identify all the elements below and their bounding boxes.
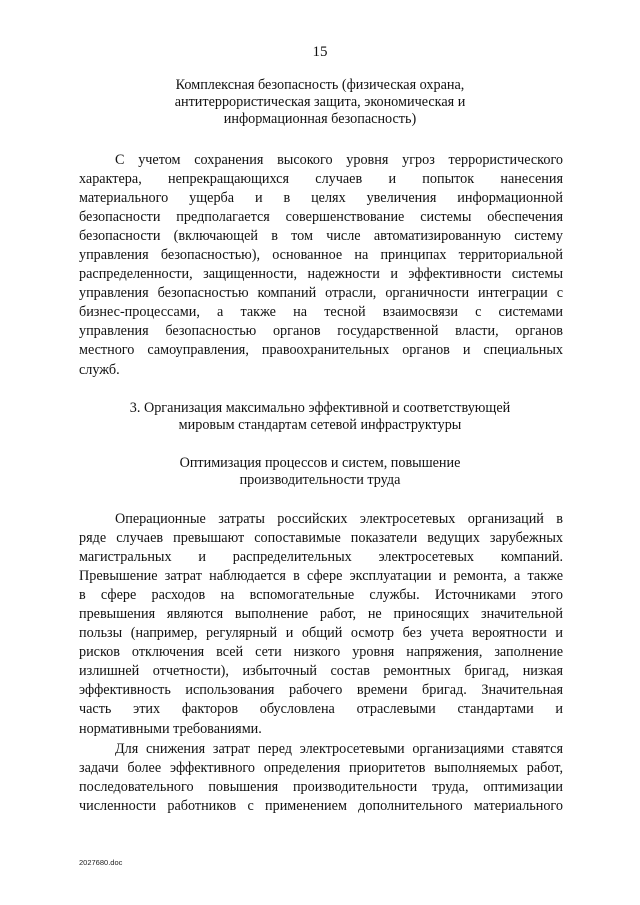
- text-line: рисков отключения всей сети низкого уровня напряжения, заполнение: [79, 644, 563, 661]
- text-line: распределенности, защищенности, надежности и эффективности системы: [79, 266, 563, 283]
- paragraph-security: [79, 151, 563, 380]
- heading-line: антитеррористическая защита, экономическая и: [174, 94, 466, 110]
- text-line: управления безопасностью компаний отрасли, органичности интеграции с: [79, 285, 563, 302]
- text-line: безопасности предполагается совершенствование системы обеспечения: [79, 209, 563, 226]
- text-line: бизнес-процессами, а также на тесной взаимосвязи с системами: [79, 304, 563, 321]
- text-line: ряде случаев превышают сопоставимые показатели ведущих зарубежных: [79, 530, 563, 547]
- text-line: управления безопасностью), основанное на принципах территориальной: [79, 247, 563, 264]
- section-3-title: [100, 400, 540, 434]
- text-line: задачи более эффективного определения приоритетов выполняемых работ,: [79, 760, 563, 777]
- text-line: служб.: [79, 361, 120, 378]
- paragraph-cost-reduction: [79, 740, 563, 816]
- text-line: безопасности (включающей в том числе автоматизированную систему: [79, 228, 563, 245]
- text-line: часть этих факторов обусловлена отраслевыми стандартами и: [79, 701, 563, 718]
- text-line: нормативными требованиями.: [79, 720, 262, 737]
- heading-line: производительности труда: [239, 472, 401, 488]
- text-line: Превышение затрат наблюдается в сфере эксплуатации и ремонта, а также: [79, 568, 563, 585]
- text-line: характера, непрекращающихся случаев и попыток нанесения: [79, 171, 563, 188]
- heading-line: Комплексная безопасность (физическая охрана,: [175, 77, 465, 93]
- paragraph-operating-costs: [79, 510, 563, 739]
- heading-line: 3. Организация максимально эффективной и соответствующей: [129, 400, 511, 416]
- text-line: численности работников с применением дополнительного материального: [79, 798, 563, 815]
- text-line: материального ущерба и в целях увеличения информационной: [79, 190, 563, 207]
- subheading-optimization: [150, 455, 490, 489]
- text-line: Операционные затраты российских электросетевых организаций в: [115, 511, 563, 527]
- text-line: местного самоуправления, правоохранительных органов и специальных: [79, 342, 563, 359]
- text-line: магистральных и распределительных электросетевых компаний.: [79, 549, 563, 566]
- text-line: последовательного повышения производительности труда, оптимизации: [79, 779, 563, 796]
- footer-filename: 2027680.doc: [79, 858, 123, 867]
- page-number: 15: [312, 44, 328, 60]
- heading-line: мировым стандартам сетевой инфраструктуры: [178, 417, 462, 433]
- heading-comprehensive-security: [150, 77, 490, 128]
- text-line: пользы (например, регулярный и общий осмотр без учета вероятности и: [79, 625, 563, 642]
- heading-line: информационная безопасность): [223, 111, 417, 127]
- text-line: управления безопасностью органов государственной власти, органов: [79, 323, 563, 340]
- text-line: Для снижения затрат перед электросетевыми организациями ставятся: [115, 741, 563, 757]
- text-line: С учетом сохранения высокого уровня угроз террористического: [115, 152, 563, 168]
- text-line: эффективность использования рабочего времени бригад. Значительная: [79, 682, 563, 699]
- text-line: превышения являются выполнение работ, не приносящих значительной: [79, 606, 563, 623]
- text-line: в сфере расходов на вспомогательные службы. Источниками этого: [79, 587, 563, 604]
- heading-line: Оптимизация процессов и систем, повышение: [179, 455, 461, 471]
- text-line: излишней отчетности), избыточный состав ремонтных бригад, низкая: [79, 663, 563, 680]
